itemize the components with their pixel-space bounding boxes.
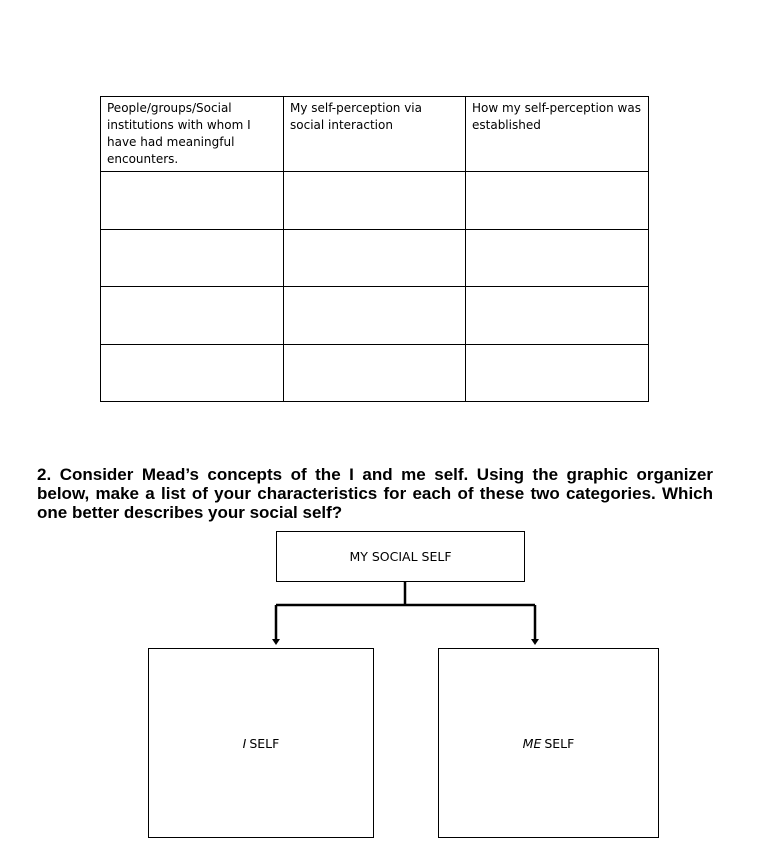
arrow-down-icon [531,639,539,645]
me-self-emphasis: ME [522,735,542,751]
i-self-emphasis: I [242,735,247,751]
header-cell-how-established: How my self-perception was established [466,97,649,172]
i-self-label [243,736,280,751]
arrow-down-icon [272,639,280,645]
i-self-box[interactable] [148,648,374,838]
question-two-prompt: 2. Consider Mead’s concepts of the I and me self. Using the graphic organizer below, make a list of your characteristics for each of these two categories. Which one better describes your social self? [37,465,713,522]
connector-path [276,582,535,640]
my-social-self-box [276,531,525,582]
header-cell-people: People/groups/Social institutions with whom I have had meaningful encounters. [101,97,284,172]
i-self-rest: SELF [249,735,280,751]
my-social-self-label: MY SOCIAL SELF [349,549,452,564]
header-cell-self-perception: My self-perception via social interaction [284,97,466,172]
me-self-label [523,736,575,751]
me-self-rest: SELF [544,735,575,751]
me-self-box[interactable] [438,648,659,838]
